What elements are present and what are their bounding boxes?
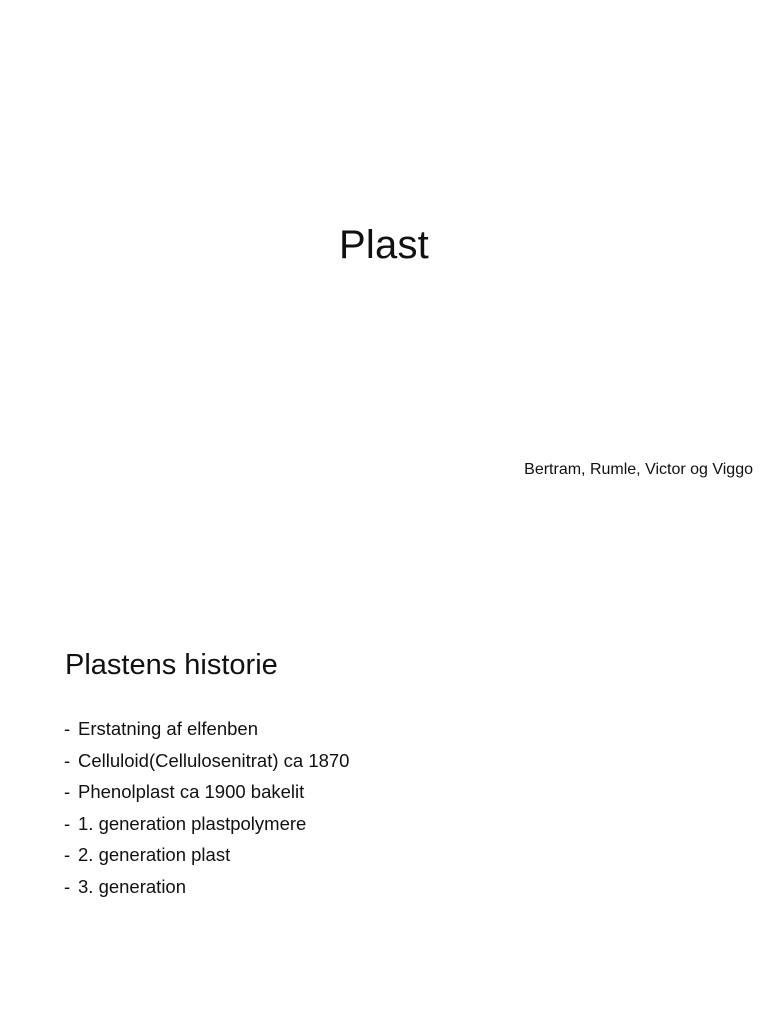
bullet-list [64, 716, 349, 906]
list-item [64, 779, 349, 811]
list-item [64, 748, 349, 780]
bullet-marker: - [64, 749, 71, 771]
list-item-text: Phenolplast ca 1900 bakelit [78, 781, 305, 803]
list-item-text: Erstatning af elfenben [78, 718, 258, 739]
list-item-text: 3. generation [78, 875, 187, 897]
bullet-marker: - [64, 812, 71, 834]
bullet-marker: - [64, 718, 71, 739]
slide-title: Plast [339, 223, 429, 267]
list-item-text: Celluloid(Cellulosenitrat) ca 1870 [78, 749, 350, 771]
list-item [64, 811, 349, 843]
bullet-marker: - [64, 875, 71, 897]
history-slide [0, 512, 768, 1024]
section-heading: Plastens historie [65, 649, 278, 681]
slide-subtitle-authors: Bertram, Rumle, Victor og Viggo [524, 461, 753, 478]
list-item-text: 1. generation plastpolymere [78, 812, 307, 834]
bullet-marker: - [64, 781, 71, 803]
bullet-marker: - [64, 844, 71, 866]
list-item [64, 874, 349, 906]
list-item [64, 716, 349, 748]
list-item-text: 2. generation plast [78, 844, 231, 866]
list-item [64, 842, 349, 874]
